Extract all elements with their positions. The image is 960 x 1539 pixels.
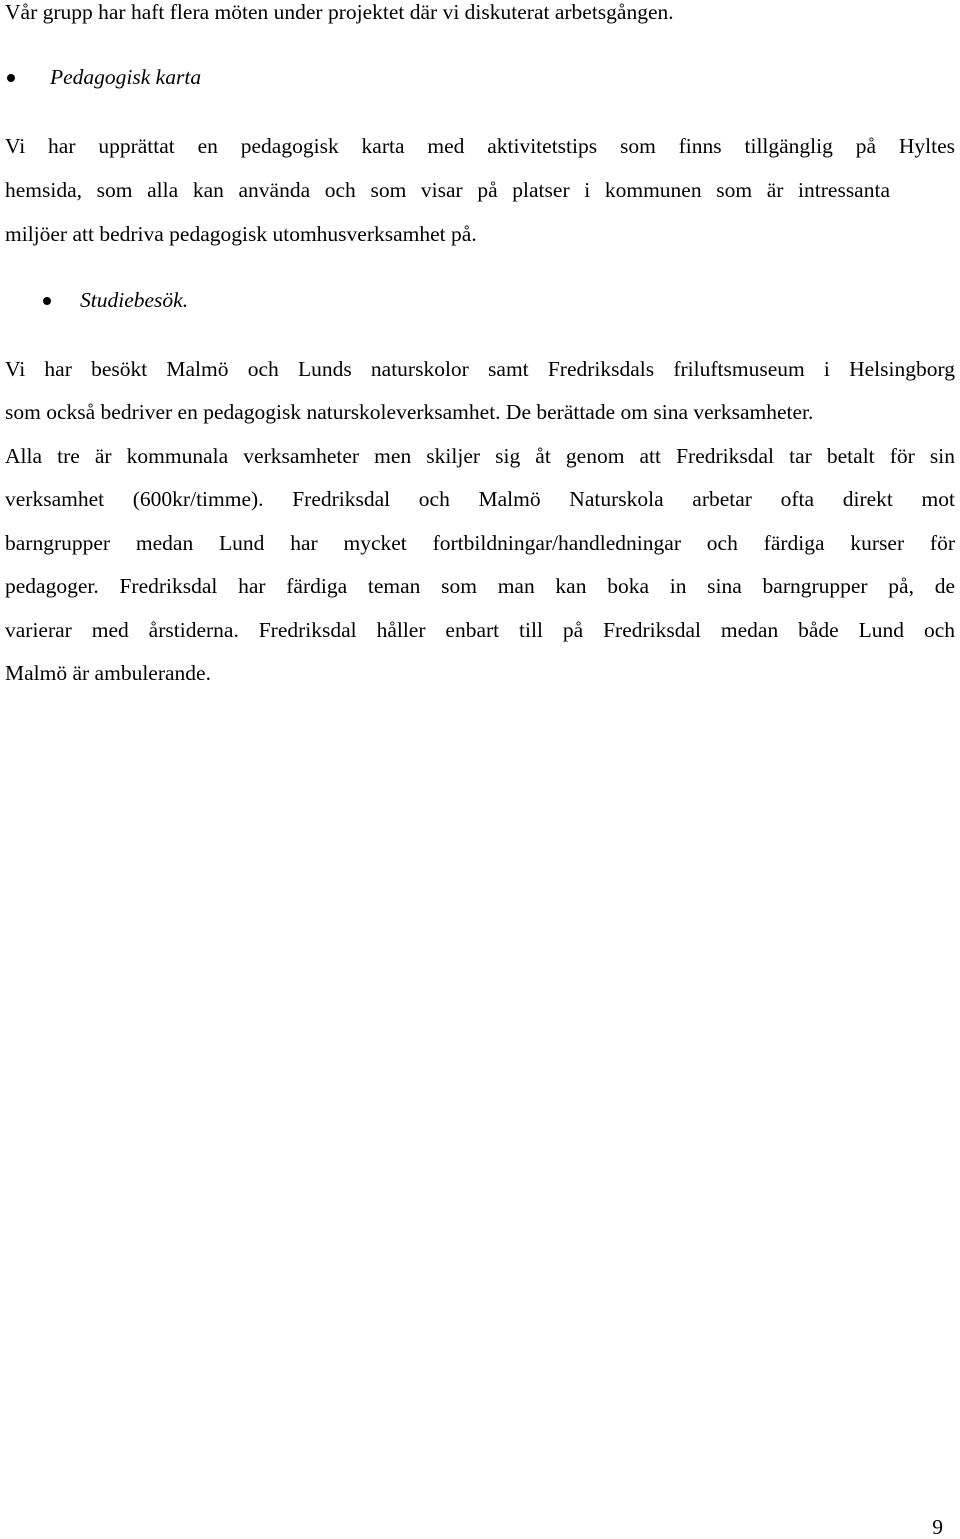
- intro-paragraph: Vår grupp har haft flera möten under projektet där vi diskuterat arbetsgången.: [5, 0, 674, 24]
- bullet-icon: [43, 297, 51, 305]
- page-number: 9: [932, 1515, 943, 1539]
- paragraph-line: Alla tre är kommunala verksamheter men skiljer sig åt genom att Fredriksdal tar betalt för sin: [5, 444, 955, 468]
- paragraph-line: pedagoger. Fredriksdal har färdiga teman som man kan boka in sina barngrupper på, de: [5, 574, 955, 598]
- paragraph-line: Malmö är ambulerande.: [5, 661, 211, 685]
- bullet-icon: [7, 74, 15, 82]
- paragraph-line: som också bedriver en pedagogisk naturskoleverksamhet. De berättade om sina verksamheter.: [5, 400, 814, 424]
- paragraph-line: Vi har upprättat en pedagogisk karta med aktivitetstips som finns tillgänglig på Hyltes: [5, 134, 955, 158]
- paragraph-line: varierar med årstiderna. Fredriksdal håller enbart till på Fredriksdal medan både Lund och: [5, 618, 955, 642]
- section-heading-studiebesok: Studiebesök.: [80, 288, 189, 312]
- paragraph-line: verksamhet (600kr/timme). Fredriksdal och Malmö Naturskola arbetar ofta direkt mot: [5, 487, 955, 511]
- paragraph-line: Vi har besökt Malmö och Lunds naturskolor samt Fredriksdals friluftsmuseum i Helsingborg: [5, 357, 955, 381]
- paragraph-line: hemsida, som alla kan använda och som visar på platser i kommunen som är intressanta: [5, 178, 890, 202]
- paragraph-line: miljöer att bedriva pedagogisk utomhusverksamhet på.: [5, 222, 477, 246]
- paragraph-line: barngrupper medan Lund har mycket fortbildningar/handledningar och färdiga kurser för: [5, 531, 955, 555]
- section-heading-pedagogisk-karta: Pedagogisk karta: [50, 65, 202, 89]
